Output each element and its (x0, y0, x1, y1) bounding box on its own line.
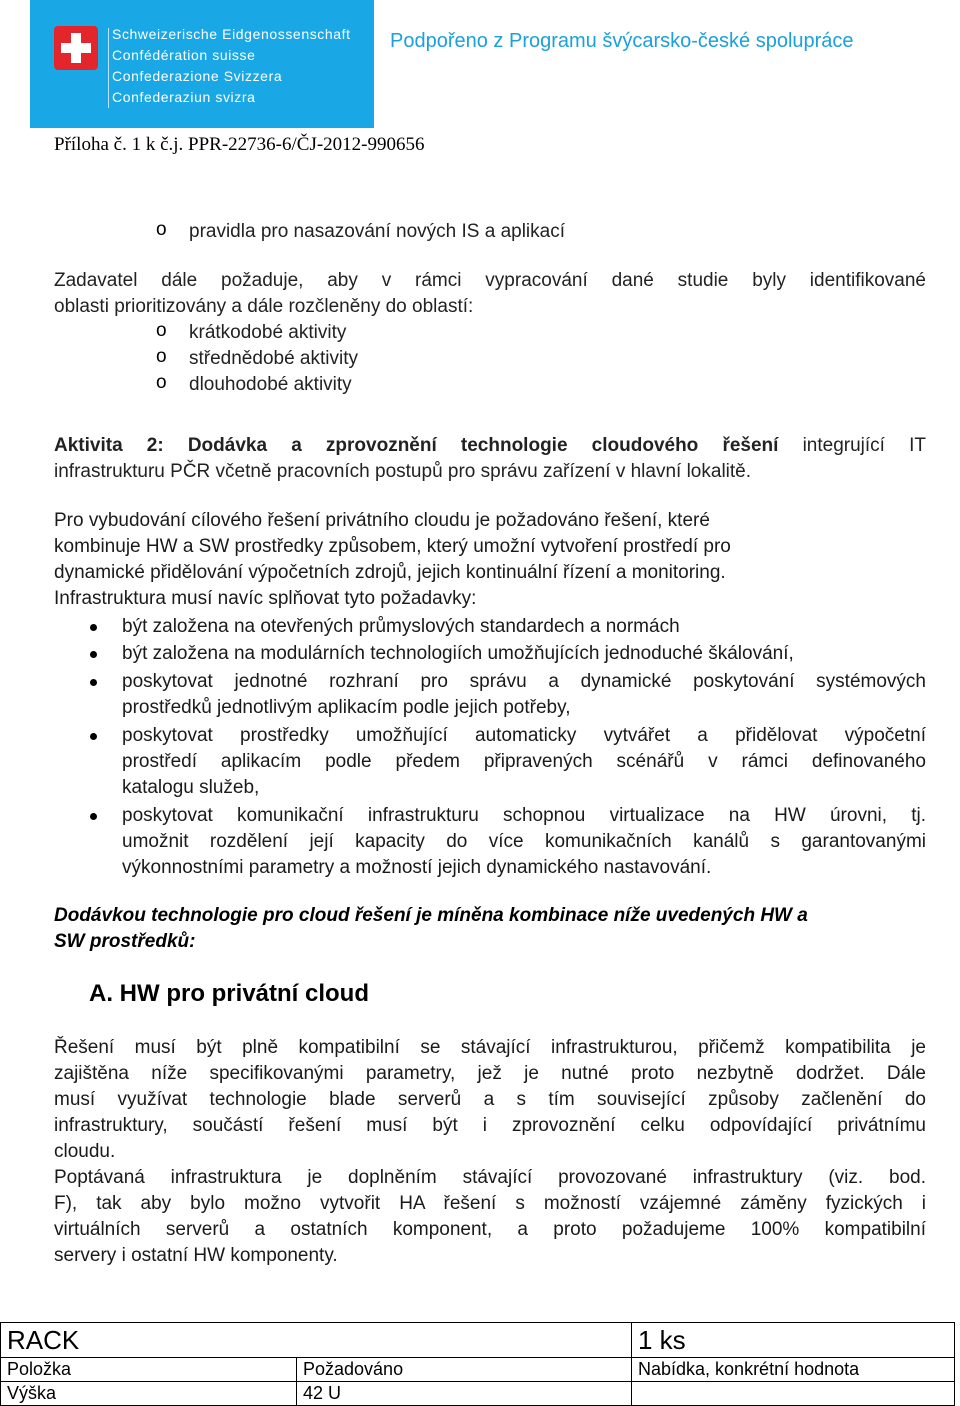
paragraph-line: zajištěna níže specifikovanými parametry, jež je nutné proto nezbytně dodržet. Dále (54, 1063, 926, 1084)
paragraph-line: musí využívat technologie blade serverů a s tím související způsoby začlenění do (54, 1089, 926, 1110)
activity-title-rest: integrující IT (778, 435, 926, 456)
paragraph-line: Zadavatel dále požaduje, aby v rámci vypracování dané studie byly identifikované (54, 270, 926, 291)
cell-required: 42 U (297, 1382, 632, 1406)
requirement-item-cont: prostředků jednotlivým aplikacím podle jejich potřeby, (122, 697, 571, 718)
table-row (1, 1382, 955, 1406)
column-header-item: Položka (1, 1358, 297, 1382)
swiss-flag-icon (54, 26, 98, 70)
bullet-icon (90, 679, 97, 686)
paragraph-line: Infrastruktura musí navíc splňovat tyto požadavky: (54, 588, 477, 609)
bullet-icon (90, 624, 97, 631)
section-heading: A. HW pro privátní cloud (89, 980, 369, 1007)
support-note: Podpořeno z Programu švýcarsko-české spolupráce (390, 30, 854, 52)
column-header-offer: Nabídka, konkrétní hodnota (632, 1358, 955, 1382)
list-item-mid-term: střednědobé aktivity (189, 348, 358, 369)
requirement-item-cont: katalogu služeb, (122, 777, 260, 798)
list-marker: o (156, 372, 167, 393)
paragraph-line: Řešení musí být plně kompatibilní se stávající infrastrukturou, přičemž kompatibilita je (54, 1037, 926, 1058)
confederation-name-it: Confederazione Svizzera (112, 68, 283, 84)
table-count: 1 ks (632, 1323, 955, 1358)
list-item-rules: pravidla pro nasazování nových IS a aplikací (189, 221, 565, 242)
paragraph-line: virtuálních serverů a ostatních komponent, a proto požadujeme 100% kompatibilní (54, 1219, 926, 1240)
list-item-short-term: krátkodobé aktivity (189, 322, 347, 343)
list-marker: o (156, 346, 167, 367)
requirement-item: být založena na otevřených průmyslových standardech a normách (122, 616, 680, 637)
table-title: RACK (1, 1323, 632, 1358)
confederation-name-rm: Confederaziun svizra (112, 89, 256, 105)
delivery-statement-cont: SW prostředků: (54, 931, 196, 952)
requirement-item-cont: výkonnostními parametry a možností jejich dynamického nastavování. (122, 857, 712, 878)
bullet-icon (90, 651, 97, 658)
reference-number: Příloha č. 1 k č.j. PPR-22736-6/ČJ-2012-990656 (54, 134, 425, 155)
paragraph-line: kombinuje HW a SW prostředky způsobem, který umožní vytvoření prostředí pro (54, 536, 731, 557)
paragraph-line: infrastruktury, součástí řešení musí být i zprovoznění celku odpovídající privátnímu (54, 1115, 926, 1136)
paragraph-line: dynamické přidělování výpočetních zdrojů, jejich kontinuální řízení a monitoring. (54, 562, 726, 583)
logo-divider (108, 28, 109, 108)
column-header-required: Požadováno (297, 1358, 632, 1382)
rack-table (0, 1322, 955, 1406)
paragraph-line: Pro vybudování cílového řešení privátního cloudu je požadováno řešení, které (54, 510, 710, 531)
paragraph-line: cloudu. (54, 1141, 116, 1162)
confederation-name-de: Schweizerische Eidgenossenschaft (112, 26, 351, 42)
requirement-item: být založena na modulárních technologiích umožňujících jednoduché škálování, (122, 643, 794, 664)
list-item-long-term: dlouhodobé aktivity (189, 374, 352, 395)
list-marker: o (156, 320, 167, 341)
confederation-name-fr: Confédération suisse (112, 47, 256, 63)
table-header-row (1, 1358, 955, 1382)
paragraph-line: Poptávaná infrastruktura je doplněním stávající provozované infrastruktury (viz. bod. (54, 1167, 926, 1188)
bullet-icon (90, 733, 97, 740)
cell-item: Výška (1, 1382, 297, 1406)
list-marker: o (156, 219, 167, 240)
swiss-confederation-logo (30, 0, 374, 128)
requirement-item-cont: umožnit rozdělení její kapacity do více komunikačních kanálů s garantovanými (122, 831, 926, 852)
paragraph-line: servery i ostatní HW komponenty. (54, 1245, 338, 1266)
table-title-row (1, 1323, 955, 1358)
delivery-statement: Dodávkou technologie pro cloud řešení je míněna kombinace níže uvedených HW a (54, 905, 808, 926)
requirement-item: poskytovat komunikační infrastrukturu schopnou virtualizace na HW úrovni, tj. (122, 805, 926, 826)
activity-heading (54, 433, 926, 459)
activity-subtitle: infrastrukturu PČR včetně pracovních postupů pro správu zařízení v hlavní lokalitě. (54, 461, 752, 482)
bullet-icon (90, 813, 97, 820)
activity-title: Aktivita 2: Dodávka a zprovoznění technologie cloudového řešení (54, 435, 779, 456)
requirement-item: poskytovat jednotné rozhraní pro správu a dynamické poskytování systémových (122, 671, 926, 692)
requirement-item-cont: prostředí aplikacím podle předem připravených scénářů v rámci definovaného (122, 751, 926, 772)
paragraph-line: F), tak aby bylo možno vytvořit HA řešení s možností vzájemné záměny fyzických i (54, 1193, 926, 1214)
cell-offer[interactable] (632, 1382, 955, 1406)
requirement-item: poskytovat prostředky umožňující automaticky vytvářet a přidělovat výpočetní (122, 725, 926, 746)
paragraph-line: oblasti prioritizovány a dále rozčleněny do oblastí: (54, 296, 474, 317)
